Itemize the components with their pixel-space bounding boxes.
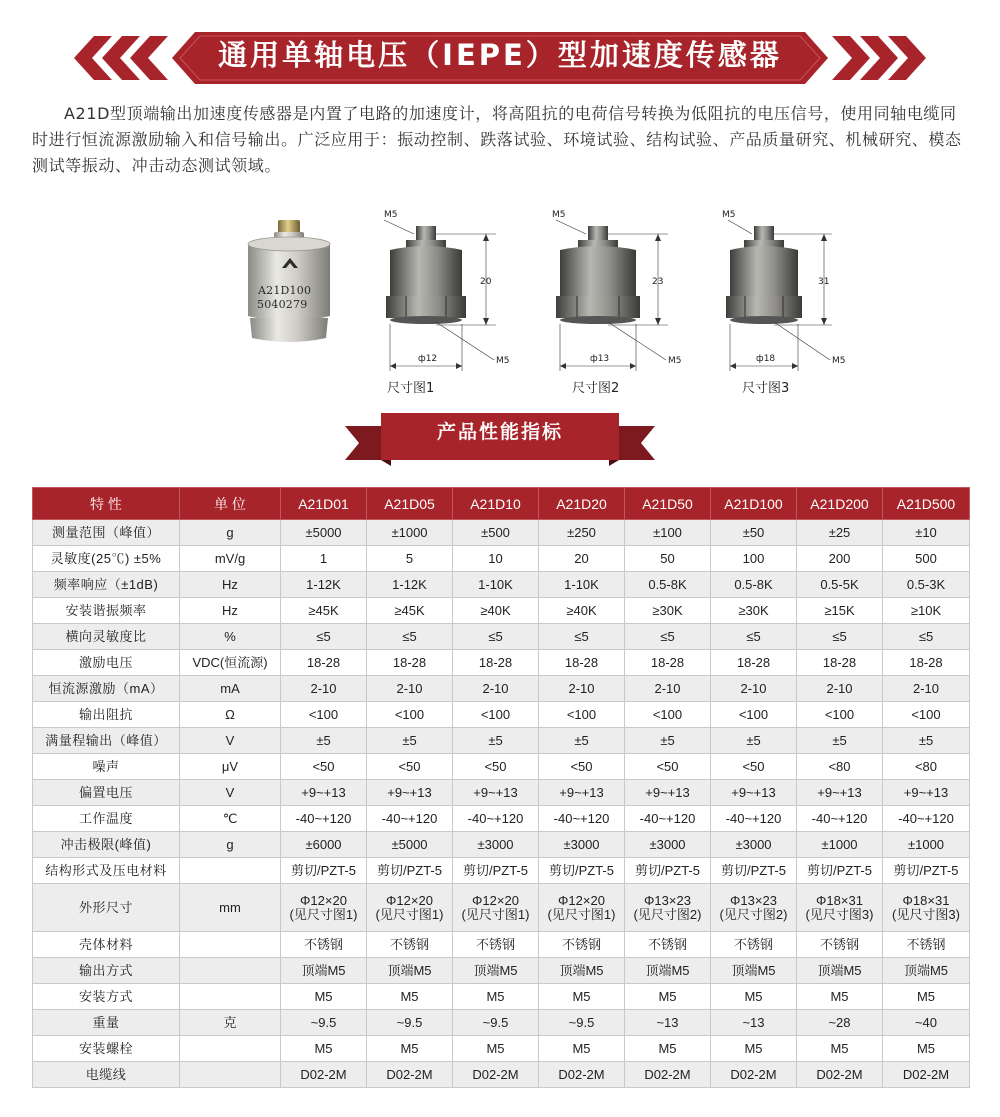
table-row <box>33 958 970 984</box>
value-cell: 18-28 <box>281 650 367 676</box>
intro-paragraph <box>32 101 972 179</box>
value-cell: ≤5 <box>453 624 539 650</box>
value-cell: M5 <box>281 984 367 1010</box>
value-cell: 不锈钢 <box>453 932 539 958</box>
table-row <box>33 1036 970 1062</box>
value-cell: M5 <box>453 1036 539 1062</box>
value-cell: D02-2M <box>367 1062 453 1088</box>
value-cell: 18-28 <box>797 650 883 676</box>
value-cell: Φ12×20 (见尺寸图1) <box>453 884 539 932</box>
value-cell: 1-10K <box>539 572 625 598</box>
value-cell: ±1000 <box>883 832 970 858</box>
value-cell: Φ12×20 (见尺寸图1) <box>367 884 453 932</box>
value-cell: -40~+120 <box>711 806 797 832</box>
value-cell: 2-10 <box>883 676 970 702</box>
value-cell: ±3000 <box>711 832 797 858</box>
column-header: A21D20 <box>539 488 625 520</box>
value-cell: <100 <box>883 702 970 728</box>
value-cell: +9~+13 <box>453 780 539 806</box>
value-cell: 2-10 <box>367 676 453 702</box>
value-cell: 剪切/PZT-5 <box>625 858 711 884</box>
value-cell: ~9.5 <box>453 1010 539 1036</box>
value-cell: 1-12K <box>367 572 453 598</box>
value-cell: 剪切/PZT-5 <box>281 858 367 884</box>
value-cell: 200 <box>797 546 883 572</box>
table-row <box>33 932 970 958</box>
column-header: A21D100 <box>711 488 797 520</box>
value-cell: M5 <box>883 984 970 1010</box>
value-cell: ~13 <box>625 1010 711 1036</box>
value-cell: <100 <box>797 702 883 728</box>
row-label: 输出阻抗 <box>33 702 180 728</box>
value-cell: 顶端M5 <box>625 958 711 984</box>
value-cell: M5 <box>539 984 625 1010</box>
value-cell: <100 <box>625 702 711 728</box>
value-cell: 1 <box>281 546 367 572</box>
value-cell: 100 <box>711 546 797 572</box>
value-cell: ≥40K <box>453 598 539 624</box>
value-cell: ≥10K <box>883 598 970 624</box>
value-cell: ±3000 <box>453 832 539 858</box>
value-cell: -40~+120 <box>453 806 539 832</box>
value-cell: ≥15K <box>797 598 883 624</box>
value-cell: 18-28 <box>539 650 625 676</box>
value-cell: -40~+120 <box>539 806 625 832</box>
value-cell: <100 <box>367 702 453 728</box>
value-cell: -40~+120 <box>367 806 453 832</box>
dimension-drawing-2 <box>548 204 738 404</box>
drawing-3-diameter: ф18 <box>756 354 776 364</box>
value-cell: 2-10 <box>625 676 711 702</box>
value-cell: Φ13×23 (见尺寸图2) <box>711 884 797 932</box>
unit-cell: % <box>180 624 281 650</box>
value-cell: <100 <box>539 702 625 728</box>
value-cell: ≤5 <box>281 624 367 650</box>
drawing-3-thread-bottom: M5 <box>832 356 846 366</box>
row-label: 安装螺栓 <box>33 1036 180 1062</box>
value-cell: -40~+120 <box>883 806 970 832</box>
value-cell: 500 <box>883 546 970 572</box>
row-label: 满量程输出（峰值） <box>33 728 180 754</box>
value-cell: M5 <box>711 1036 797 1062</box>
value-cell: -40~+120 <box>797 806 883 832</box>
value-cell: ≤5 <box>711 624 797 650</box>
value-cell: +9~+13 <box>281 780 367 806</box>
value-cell: 0.5-3K <box>883 572 970 598</box>
table-row <box>33 984 970 1010</box>
row-label: 电缆线 <box>33 1062 180 1088</box>
value-cell: <100 <box>281 702 367 728</box>
value-cell: M5 <box>625 1036 711 1062</box>
value-cell: ~28 <box>797 1010 883 1036</box>
row-label: 恒流源激励（mA） <box>33 676 180 702</box>
value-cell: 2-10 <box>281 676 367 702</box>
value-cell: <50 <box>539 754 625 780</box>
column-header: 特 性 <box>33 488 180 520</box>
value-cell: ±1000 <box>797 832 883 858</box>
unit-cell: 克 <box>180 1010 281 1036</box>
value-cell: Φ12×20 (见尺寸图1) <box>539 884 625 932</box>
table-row <box>33 780 970 806</box>
value-cell: +9~+13 <box>711 780 797 806</box>
value-cell: -40~+120 <box>281 806 367 832</box>
unit-cell <box>180 1036 281 1062</box>
value-cell: 顶端M5 <box>281 958 367 984</box>
value-cell: ~9.5 <box>281 1010 367 1036</box>
drawing-2-thread-top: M5 <box>552 210 566 220</box>
row-label: 噪声 <box>33 754 180 780</box>
page-title: 通用单轴电压（IEPE）型加速度传感器 <box>218 38 782 72</box>
value-cell: +9~+13 <box>625 780 711 806</box>
unit-cell <box>180 858 281 884</box>
value-cell: ±500 <box>453 520 539 546</box>
value-cell: ≥30K <box>625 598 711 624</box>
value-cell: ~9.5 <box>539 1010 625 1036</box>
value-cell: 顶端M5 <box>711 958 797 984</box>
row-label: 外形尺寸 <box>33 884 180 932</box>
table-row <box>33 832 970 858</box>
value-cell: ~40 <box>883 1010 970 1036</box>
value-cell: <50 <box>453 754 539 780</box>
value-cell: ±25 <box>797 520 883 546</box>
value-cell: 1-12K <box>281 572 367 598</box>
value-cell: <50 <box>367 754 453 780</box>
unit-cell: mm <box>180 884 281 932</box>
unit-cell: mA <box>180 676 281 702</box>
value-cell: M5 <box>883 1036 970 1062</box>
value-cell: D02-2M <box>281 1062 367 1088</box>
value-cell: ±5000 <box>367 832 453 858</box>
unit-cell: V <box>180 780 281 806</box>
value-cell: ±3000 <box>625 832 711 858</box>
value-cell: 剪切/PZT-5 <box>711 858 797 884</box>
value-cell: D02-2M <box>625 1062 711 1088</box>
photo-model-text: A21D100 <box>258 284 312 297</box>
value-cell: <100 <box>711 702 797 728</box>
value-cell: 剪切/PZT-5 <box>367 858 453 884</box>
value-cell: 20 <box>539 546 625 572</box>
row-label: 安装谐振频率 <box>33 598 180 624</box>
value-cell: 不锈钢 <box>539 932 625 958</box>
value-cell: M5 <box>367 984 453 1010</box>
row-label: 灵敏度(25℃) ±5% <box>33 546 180 572</box>
header-row <box>33 488 970 520</box>
drawing-2-height: 23 <box>652 277 664 287</box>
value-cell: ≥45K <box>367 598 453 624</box>
table-row <box>33 884 970 932</box>
table-row <box>33 702 970 728</box>
value-cell: 剪切/PZT-5 <box>539 858 625 884</box>
intro-text: A21D型顶端输出加速度传感器是内置了电路的加速度计，将高阻抗的电荷信号转换为低阻抗的电压信号，使用同轴电缆同时进行恒流源激励输入和信号输出。广泛应用于：振动控制、跌落试验、环境试验、结构试验、产品质量研究、机械研究、模态测试等振动、冲击动态测试领域。 <box>32 104 962 175</box>
value-cell: M5 <box>625 984 711 1010</box>
row-label: 横向灵敏度比 <box>33 624 180 650</box>
value-cell: 50 <box>625 546 711 572</box>
column-header: A21D50 <box>625 488 711 520</box>
table-row <box>33 546 970 572</box>
value-cell: +9~+13 <box>797 780 883 806</box>
value-cell: 不锈钢 <box>367 932 453 958</box>
table-row <box>33 598 970 624</box>
value-cell: +9~+13 <box>883 780 970 806</box>
unit-cell <box>180 1062 281 1088</box>
value-cell: 顶端M5 <box>797 958 883 984</box>
value-cell: <50 <box>711 754 797 780</box>
value-cell: ≤5 <box>625 624 711 650</box>
column-header: A21D10 <box>453 488 539 520</box>
value-cell: 剪切/PZT-5 <box>883 858 970 884</box>
value-cell: Φ13×23 (见尺寸图2) <box>625 884 711 932</box>
value-cell: ±5 <box>539 728 625 754</box>
value-cell: 不锈钢 <box>625 932 711 958</box>
value-cell: M5 <box>711 984 797 1010</box>
value-cell: Φ18×31 (见尺寸图3) <box>883 884 970 932</box>
value-cell: M5 <box>797 984 883 1010</box>
value-cell: ±6000 <box>281 832 367 858</box>
value-cell: 不锈钢 <box>883 932 970 958</box>
drawing-1-thread-top: M5 <box>384 210 398 220</box>
value-cell: 顶端M5 <box>883 958 970 984</box>
value-cell: D02-2M <box>883 1062 970 1088</box>
value-cell: ±5 <box>367 728 453 754</box>
column-header: A21D200 <box>797 488 883 520</box>
value-cell: 18-28 <box>625 650 711 676</box>
value-cell: ~13 <box>711 1010 797 1036</box>
unit-cell: Hz <box>180 598 281 624</box>
value-cell: D02-2M <box>539 1062 625 1088</box>
drawing-2-thread-bottom: M5 <box>668 356 682 366</box>
value-cell: 剪切/PZT-5 <box>797 858 883 884</box>
value-cell: <50 <box>625 754 711 780</box>
value-cell: 18-28 <box>711 650 797 676</box>
value-cell: M5 <box>539 1036 625 1062</box>
value-cell: ~9.5 <box>367 1010 453 1036</box>
value-cell: ≤5 <box>797 624 883 650</box>
value-cell: 不锈钢 <box>797 932 883 958</box>
value-cell: 顶端M5 <box>367 958 453 984</box>
value-cell: ±50 <box>711 520 797 546</box>
product-photo <box>240 218 340 348</box>
dimension-drawing-1 <box>376 204 566 404</box>
value-cell: ±5 <box>711 728 797 754</box>
value-cell: ±5000 <box>281 520 367 546</box>
value-cell: ±5 <box>883 728 970 754</box>
table-row <box>33 858 970 884</box>
unit-cell <box>180 932 281 958</box>
value-cell: +9~+13 <box>539 780 625 806</box>
value-cell: 2-10 <box>453 676 539 702</box>
drawing-3-caption: 尺寸图3 <box>742 381 790 396</box>
value-cell: 18-28 <box>367 650 453 676</box>
drawing-1-caption: 尺寸图1 <box>387 381 435 396</box>
row-label: 频率响应（±1dB) <box>33 572 180 598</box>
value-cell: ±10 <box>883 520 970 546</box>
value-cell: 不锈钢 <box>711 932 797 958</box>
value-cell: ≤5 <box>539 624 625 650</box>
value-cell: ≥40K <box>539 598 625 624</box>
value-cell: 5 <box>367 546 453 572</box>
drawing-3-height: 31 <box>818 277 830 287</box>
unit-cell: μV <box>180 754 281 780</box>
row-label: 工作温度 <box>33 806 180 832</box>
drawing-1-height: 20 <box>480 277 492 287</box>
drawing-2-diameter: ф13 <box>590 354 610 364</box>
value-cell: ±100 <box>625 520 711 546</box>
table-row <box>33 572 970 598</box>
value-cell: 顶端M5 <box>453 958 539 984</box>
drawing-1-thread-bottom: M5 <box>496 356 510 366</box>
unit-cell: VDC(恒流源) <box>180 650 281 676</box>
value-cell: 2-10 <box>539 676 625 702</box>
value-cell: ±5 <box>453 728 539 754</box>
row-label: 输出方式 <box>33 958 180 984</box>
drawing-2-caption: 尺寸图2 <box>572 381 620 396</box>
unit-cell: Hz <box>180 572 281 598</box>
value-cell: 18-28 <box>453 650 539 676</box>
value-cell: <50 <box>281 754 367 780</box>
table-row <box>33 728 970 754</box>
value-cell: M5 <box>367 1036 453 1062</box>
table-row <box>33 676 970 702</box>
row-label: 激励电压 <box>33 650 180 676</box>
row-label: 测量范围（峰值） <box>33 520 180 546</box>
value-cell: 18-28 <box>883 650 970 676</box>
value-cell: 0.5-8K <box>711 572 797 598</box>
section-title: 产品性能指标 <box>436 421 563 443</box>
value-cell: Φ18×31 (见尺寸图3) <box>797 884 883 932</box>
table-row <box>33 624 970 650</box>
drawing-3-thread-top: M5 <box>722 210 736 220</box>
value-cell: ≥30K <box>711 598 797 624</box>
row-label: 冲击极限(峰值) <box>33 832 180 858</box>
dimension-drawing-3 <box>720 204 910 404</box>
column-header: A21D01 <box>281 488 367 520</box>
value-cell: 顶端M5 <box>539 958 625 984</box>
table-row <box>33 650 970 676</box>
value-cell: M5 <box>797 1036 883 1062</box>
row-label: 偏置电压 <box>33 780 180 806</box>
spec-table-body <box>33 520 970 1088</box>
unit-cell <box>180 958 281 984</box>
unit-cell: g <box>180 832 281 858</box>
column-header: A21D500 <box>883 488 970 520</box>
table-row <box>33 1062 970 1088</box>
value-cell: ≤5 <box>367 624 453 650</box>
table-row <box>33 754 970 780</box>
table-row <box>33 1010 970 1036</box>
value-cell: Φ12×20 (见尺寸图1) <box>281 884 367 932</box>
photo-serial-text: 5040279 <box>257 298 308 311</box>
value-cell: 剪切/PZT-5 <box>453 858 539 884</box>
row-label: 壳体材料 <box>33 932 180 958</box>
value-cell: <100 <box>453 702 539 728</box>
value-cell: +9~+13 <box>367 780 453 806</box>
value-cell: 不锈钢 <box>281 932 367 958</box>
value-cell: ±1000 <box>367 520 453 546</box>
value-cell: ±3000 <box>539 832 625 858</box>
value-cell: D02-2M <box>797 1062 883 1088</box>
spec-table <box>32 487 970 1088</box>
value-cell: ≤5 <box>883 624 970 650</box>
value-cell: ±5 <box>625 728 711 754</box>
table-row <box>33 520 970 546</box>
value-cell: 10 <box>453 546 539 572</box>
value-cell: -40~+120 <box>625 806 711 832</box>
value-cell: D02-2M <box>453 1062 539 1088</box>
row-label: 结构形式及压电材料 <box>33 858 180 884</box>
spec-table-header <box>33 488 970 520</box>
unit-cell: ℃ <box>180 806 281 832</box>
column-header: 单 位 <box>180 488 281 520</box>
unit-cell: g <box>180 520 281 546</box>
unit-cell: mV/g <box>180 546 281 572</box>
value-cell: 0.5-5K <box>797 572 883 598</box>
drawing-1-diameter: ф12 <box>418 354 438 364</box>
unit-cell <box>180 984 281 1010</box>
value-cell: ±250 <box>539 520 625 546</box>
value-cell: M5 <box>281 1036 367 1062</box>
value-cell: <80 <box>797 754 883 780</box>
value-cell: <80 <box>883 754 970 780</box>
value-cell: 1-10K <box>453 572 539 598</box>
value-cell: ±5 <box>797 728 883 754</box>
unit-cell: V <box>180 728 281 754</box>
value-cell: ≥45K <box>281 598 367 624</box>
value-cell: 0.5-8K <box>625 572 711 598</box>
row-label: 安装方式 <box>33 984 180 1010</box>
unit-cell: Ω <box>180 702 281 728</box>
value-cell: M5 <box>453 984 539 1010</box>
value-cell: 2-10 <box>711 676 797 702</box>
value-cell: 2-10 <box>797 676 883 702</box>
table-row <box>33 806 970 832</box>
value-cell: D02-2M <box>711 1062 797 1088</box>
column-header: A21D05 <box>367 488 453 520</box>
row-label: 重量 <box>33 1010 180 1036</box>
value-cell: ±5 <box>281 728 367 754</box>
